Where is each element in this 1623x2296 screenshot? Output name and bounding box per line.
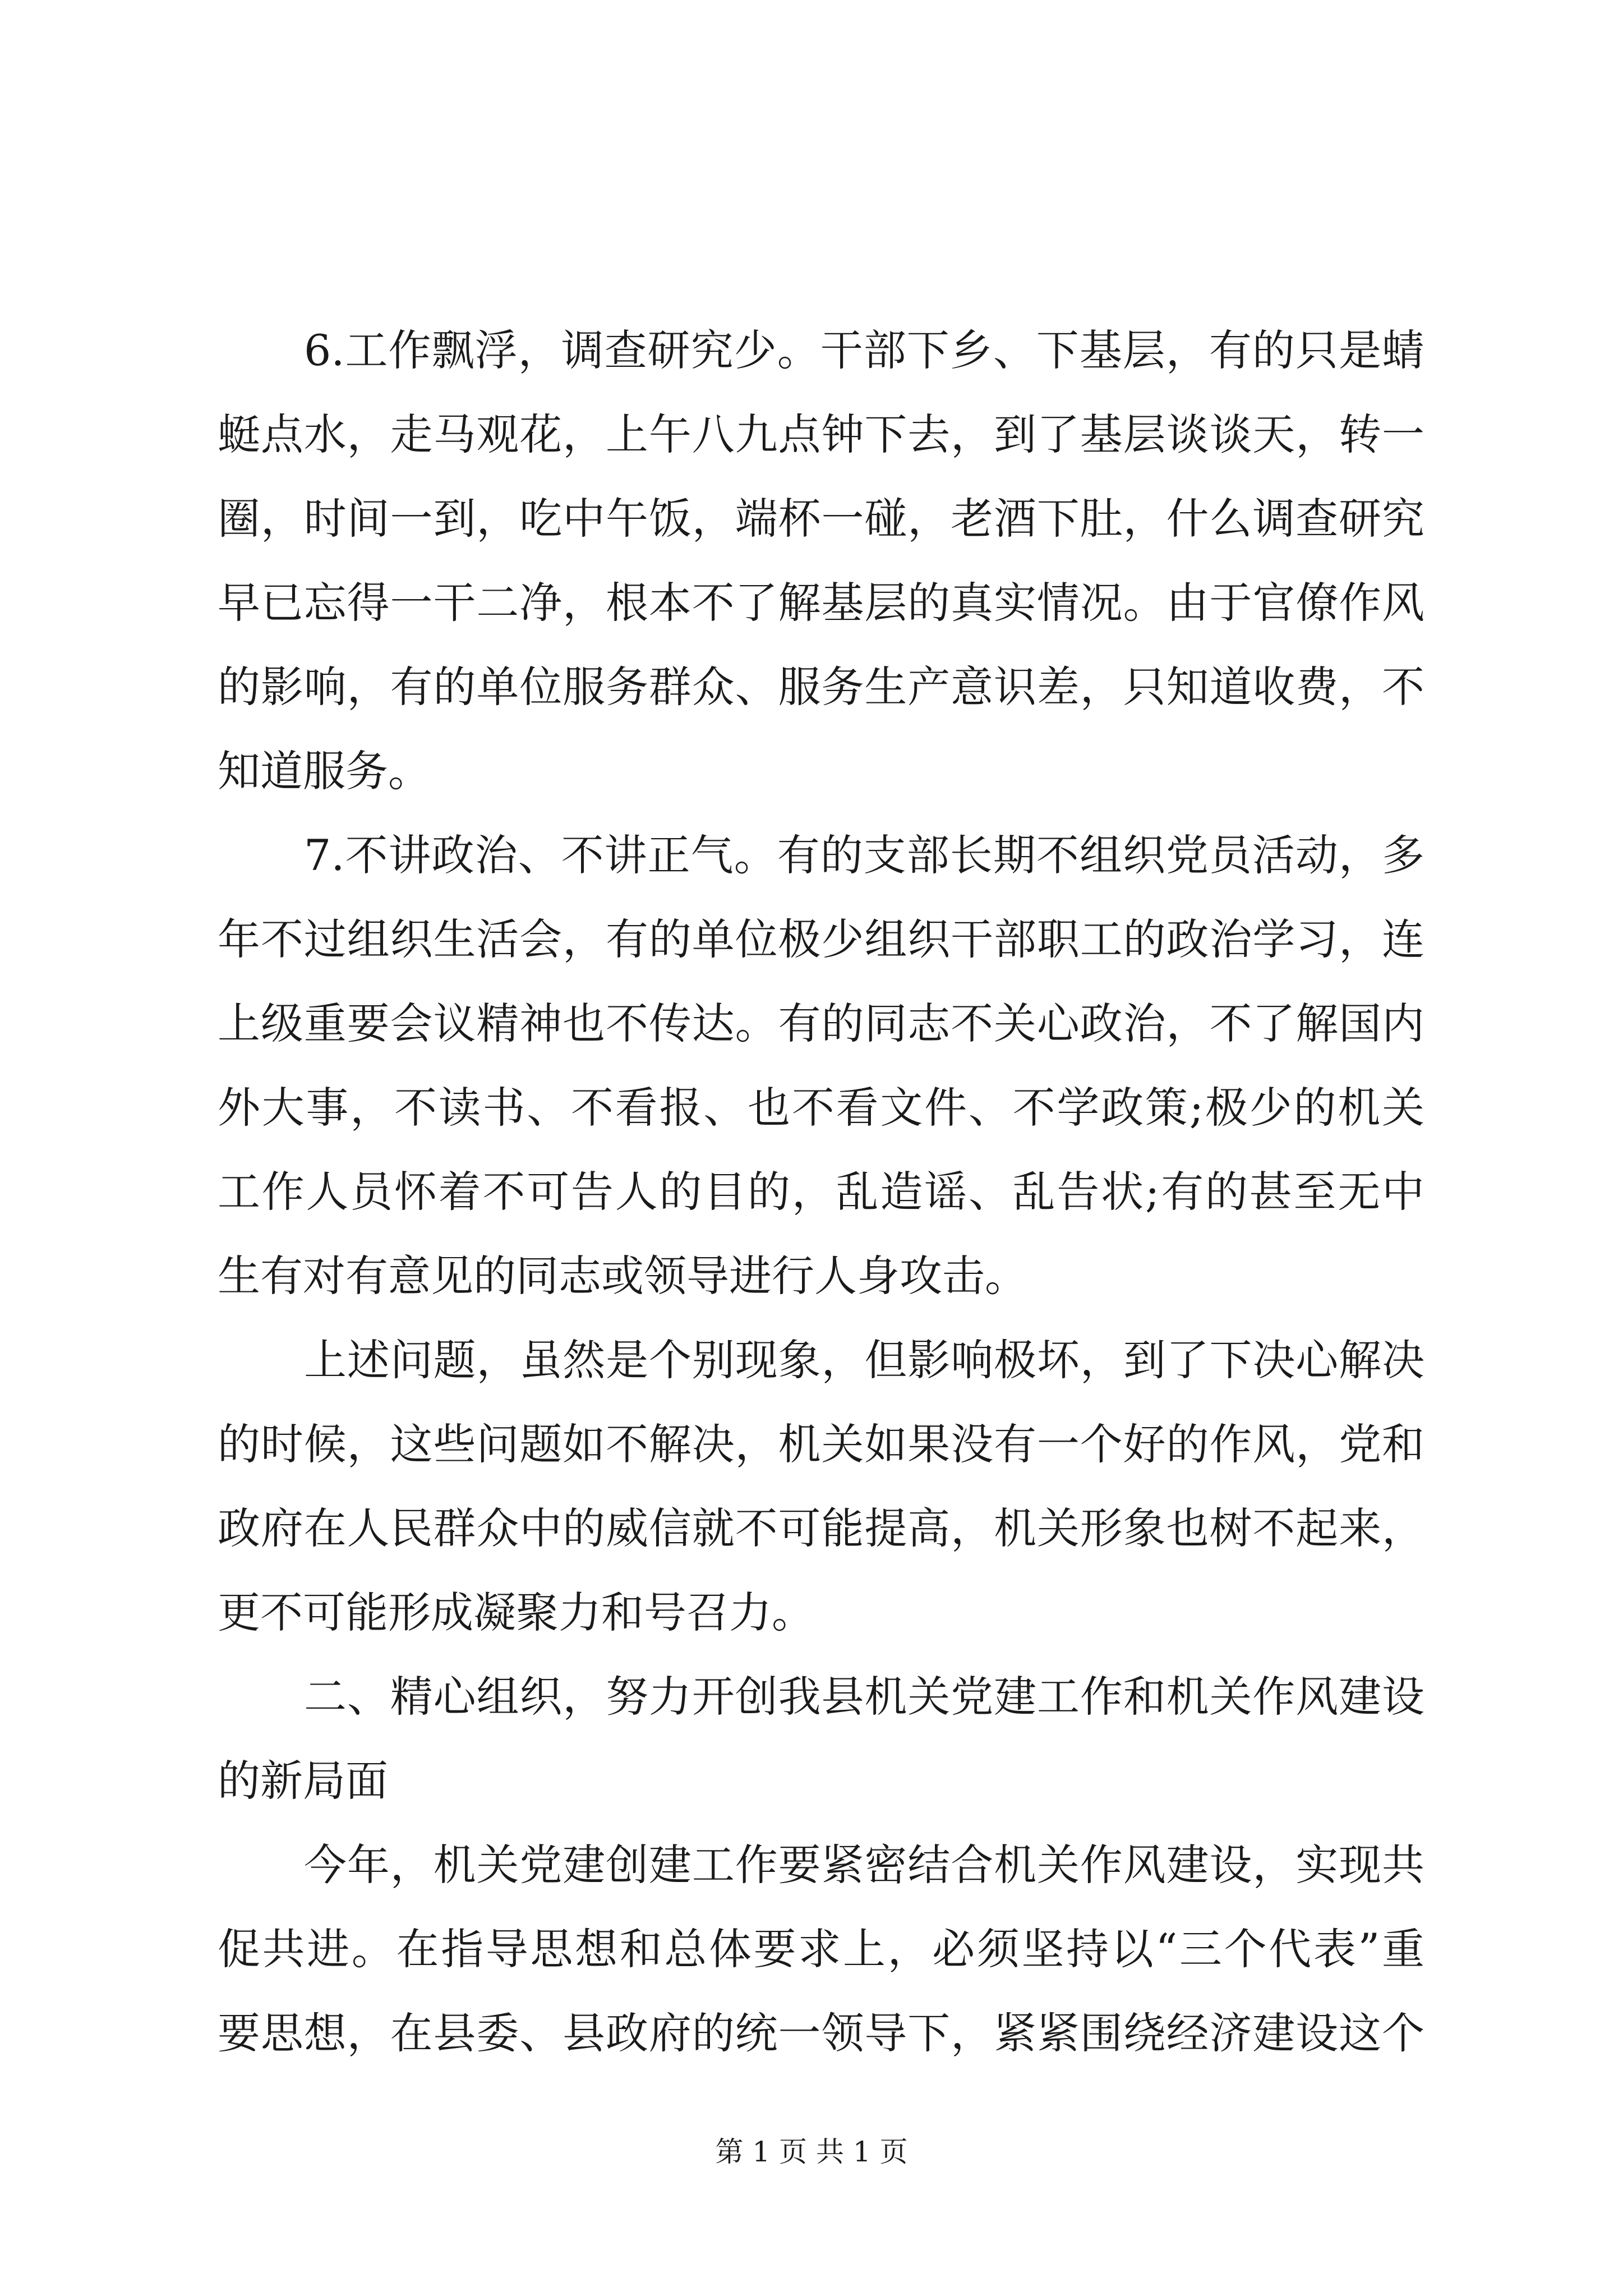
text-line: 的时候，这些问题如不解决，机关如果没有一个好的作风，党和 (218, 1419, 1424, 1469)
paragraph-this-year (218, 1823, 1424, 2076)
text-line: 更不可能形成凝聚力和号召力。 (218, 1588, 814, 1637)
text-line: 今年，机关党建创建工作要紧密结合机关作风建设，实现共 (304, 1840, 1424, 1890)
text-line: 圈，时间一到，吃中午饭，端杯一碰，老酒下肚，什么调查研究 (218, 494, 1424, 544)
text-line: 蜓点水，走马观花，上午八九点钟下去，到了基层谈谈天，转一 (218, 409, 1424, 459)
paragraph-item-6 (218, 309, 1424, 813)
text-line: 上级重要会议精神也不传达。有的同志不关心政治，不了解国内 (218, 999, 1424, 1048)
text-line: 工作人员怀着不可告人的目的，乱造谣、乱告状;有的甚至无中 (218, 1167, 1424, 1217)
text-line: 要思想，在县委、县政府的统一领导下，紧紧围绕经济建设这个 (218, 2008, 1424, 2058)
paragraph-item-7 (218, 813, 1424, 1318)
text-line: 促共进。在指导思想和总体要求上，必须坚持以“三个代表”重 (218, 1924, 1424, 1974)
text-line: 年不过组织生活会，有的单位极少组织干部职工的政治学习，连 (218, 914, 1424, 964)
heading-line: 的新局面 (218, 1756, 388, 1806)
text-line: 6.工作飘浮，调查研究少。干部下乡、下基层，有的只是蜻 (304, 325, 1424, 375)
text-line: 政府在人民群众中的威信就不可能提高，机关形象也树不起来， (218, 1503, 1424, 1553)
paragraph-summary (218, 1318, 1424, 1655)
page-number-footer: 第 1 页 共 1 页 (715, 2136, 908, 2168)
text-line: 外大事，不读书、不看报、也不看文件、不学政策;极少的机关 (218, 1083, 1424, 1133)
text-line: 早已忘得一干二净，根本不了解基层的真实情况。由于官僚作风 (218, 578, 1424, 628)
text-line: 7.不讲政治、不讲正气。有的支部长期不组织党员活动，多 (304, 830, 1424, 880)
text-line: 生有对有意见的同志或领导进行人身攻击。 (218, 1251, 1027, 1301)
section-heading (218, 1655, 1424, 1823)
document-body (218, 309, 1424, 2076)
text-line: 上述问题，虽然是个别现象，但影响极坏，到了下决心解决 (304, 1335, 1424, 1385)
heading-line: 二、精心组织，努力开创我县机关党建工作和机关作风建设 (304, 1672, 1424, 1722)
text-line: 的影响，有的单位服务群众、服务生产意识差，只知道收费，不 (218, 662, 1424, 712)
text-line: 知道服务。 (218, 746, 431, 796)
